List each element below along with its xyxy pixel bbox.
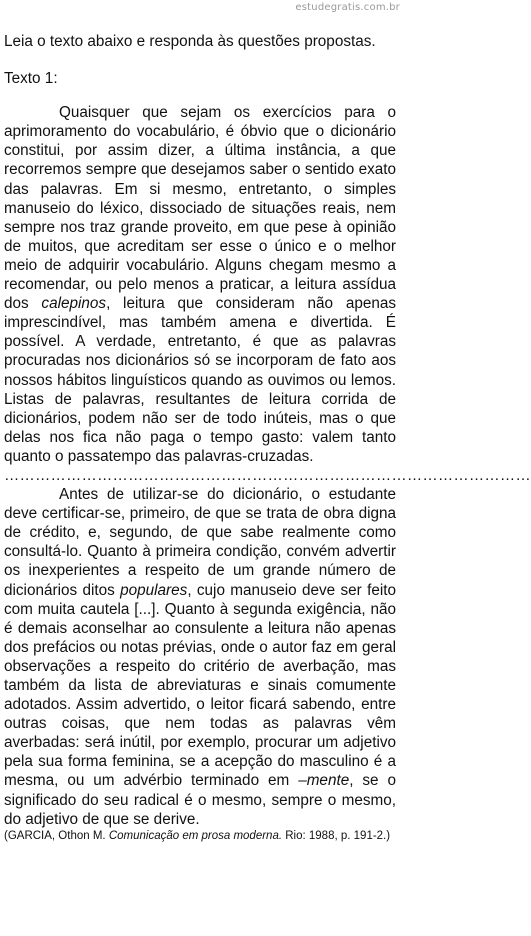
paragraph-2-part-1: Antes de utilizar-se do dicionário, o estudante deve certificar-se, primeiro, de que se trata de obra digna de crédito, e, segundo, de que sabe realmente como consultá-lo. Quanto à primeira condição, convém advertir os inexperientes a respeito de um grande número de dicionários ditos: [4, 486, 396, 599]
reference-part-2: Rio: 1988, p. 191-2.): [282, 829, 391, 842]
reference-book-title: Comunicação em prosa moderna.: [108, 829, 283, 842]
paragraph-2-part-3: , se o significado do seu radical é o mesmo, sempre o mesmo, do adjetivo de que se derive.: [4, 772, 396, 828]
question-text: [4, 32, 531, 843]
source-reference: [4, 830, 396, 844]
paragraph-1-part-2: , leitura que consideram não apenas imprescindível, mas também amena e divertida. É possível. A verdade, entretanto, é que as palavras procuradas nos dicionários só se incorporam de fato aos nossos hábitos linguísticos quando as ouvimos ou lemos. Listas de palavras, resultantes de leitura corrida de dicionários, podem não ser de todo inúteis, mas o que delas nos fica não paga o tempo gasto: valem tanto quanto o passatempo das palavras-cruzadas.: [4, 295, 396, 465]
paragraph-2-italic-term-2: –mente: [298, 772, 350, 790]
site-watermark: estudegratis.com.br: [295, 2, 400, 13]
reference-part-1: (GARCIA, Othon M.: [4, 829, 109, 842]
paragraph-2-part-2: , cujo manuseio deve ser feito com muita cautela [...]. Quanto à segunda exigência, não é demais aconselhar ao consulente a leitura não apenas dos prefácios ou notas prévias, onde o autor faz em geral observações a respeito do critério de averbação, mas também da lista de abreviaturas e sinais comumente adotados. Assim advertido, o leitor ficará sabendo, entre outras coisas, que nem todas as palavras vêm averbadas: será inútil, por exemplo, procurar um adjetivo pela sua forma feminina, se a acepção do masculino é a mesma, ou um advérbio terminado em: [4, 581, 396, 790]
ellipsis-separator: …………………………………………………………………………………………: [4, 466, 531, 484]
paragraph-1: [4, 103, 396, 466]
text-title: Texto 1:: [4, 70, 58, 88]
paragraph-1-italic-term: calepinos: [41, 295, 107, 313]
instruction-text: Leia o texto abaixo e responda às questões propostas.: [4, 33, 376, 50]
paragraph-2: [4, 485, 396, 829]
paragraph-1-part-1: Quaisquer que sejam os exercícios para o aprimoramento do vocabulário, é óbvio que o dicionário constitui, por assim dizer, a última instância, a que recorremos sempre que desejamos saber o sentido exato das palavras. Em si mesmo, entretanto, o simples manuseio do léxico, dissociado de situações reais, nem sempre nos traz grande proveito, em que pese à opinião de muitos, que acreditam ser esse o único e o melhor meio de adquirir vocabulário. Alguns chegam mesmo a recomendar, ou pelo menos a praticar, a leitura assídua dos: [4, 104, 396, 313]
paragraph-2-italic-term-1: populares: [120, 581, 188, 599]
